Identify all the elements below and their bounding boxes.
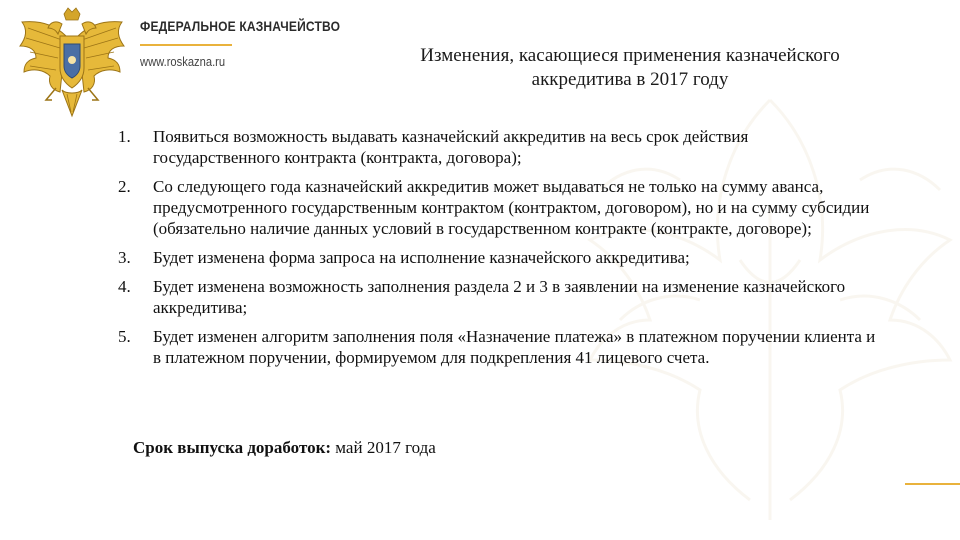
- deadline-value: май 2017 года: [331, 438, 436, 457]
- org-divider: [140, 44, 232, 46]
- list-item-number: 5.: [118, 327, 131, 346]
- list-item: [118, 276, 878, 318]
- list-item-number: 1.: [118, 127, 131, 146]
- list-item-text: Появиться возможность выдавать казначейский аккредитив на весь срок действия государственного контракта (контракта, договора);: [153, 127, 749, 167]
- list-item-number: 2.: [118, 177, 131, 196]
- list-item-text: Будет изменена форма запроса на исполнение казначейского аккредитива;: [153, 248, 690, 267]
- double-headed-eagle-emblem-icon: [16, 6, 128, 122]
- list-item: [118, 126, 878, 168]
- deadline-label: Срок выпуска доработок:: [133, 438, 332, 457]
- list-item-text: Будет изменен алгоритм заполнения поля «Назначение платежа» в платежном поручении клиента и в платежном поручении, формируемом для подкрепления 41 лицевого счета.: [153, 327, 876, 367]
- list-item-number: 3.: [118, 248, 131, 267]
- list-item: [118, 247, 878, 268]
- list-item: [118, 326, 878, 368]
- list-item-text: Будет изменена возможность заполнения раздела 2 и 3 в заявлении на изменение казначейского аккредитива;: [153, 277, 846, 317]
- corner-accent-line: [905, 483, 960, 485]
- list-item: [118, 176, 878, 239]
- list-item-text: Со следующего года казначейский аккредитив может выдаваться не только на сумму аванса, предусмотренного государственным контрактом (контрактом, договором), но и на сумму субсидии (обязательно наличие данных условий в государственном контракте (контракте, договоре);: [153, 177, 870, 238]
- org-name: ФЕДЕРАЛЬНОЕ КАЗНАЧЕЙСТВО: [140, 18, 341, 34]
- org-website-link[interactable]: www.roskazna.ru: [140, 54, 226, 69]
- list-item-number: 4.: [118, 277, 131, 296]
- slide-title: Изменения, касающиеся применения казначейского аккредитива в 2017 году: [420, 45, 840, 90]
- changes-list: [118, 126, 878, 376]
- deadline-note: [133, 437, 436, 458]
